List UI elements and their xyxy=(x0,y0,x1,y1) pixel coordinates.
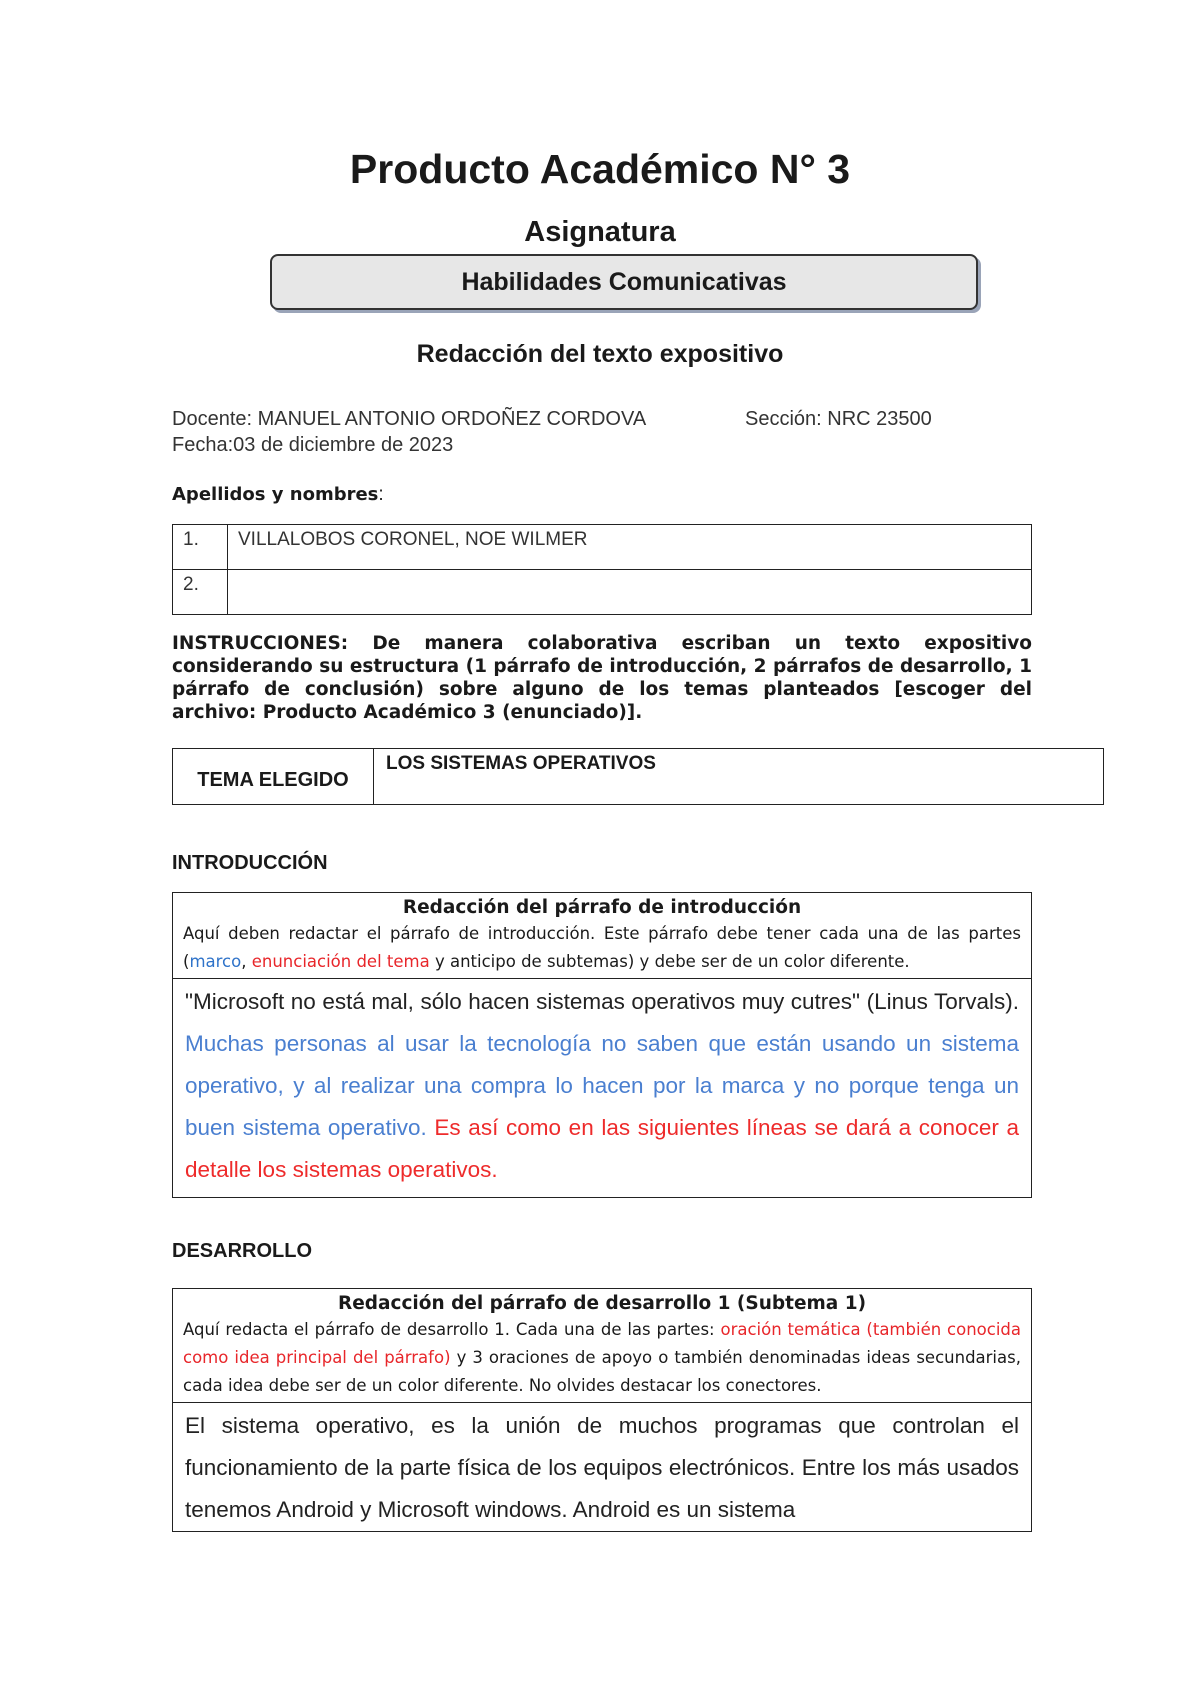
student-name[interactable]: VILLALOBOS CORONEL, NOE WILMER xyxy=(228,525,1032,570)
development-block-description xyxy=(183,1316,1021,1400)
intro-desc-marco: marco xyxy=(189,952,242,971)
intro-frame: Muchas personas al usar la tecnología no saben que están usando un sistema operativo, y al realizar una compra lo hacen por la marca y no porque tenga un buen sistema operativo. xyxy=(185,1031,1019,1140)
intro-block-description xyxy=(183,920,1021,976)
page-title: Producto Académico N° 3 xyxy=(349,146,851,192)
intro-section-title: INTRODUCCIÓN xyxy=(172,852,328,874)
table-row xyxy=(173,570,1032,615)
table-row xyxy=(173,525,1032,570)
intro-block-heading: Redacción del párrafo de introducción xyxy=(402,897,802,918)
intro-quote: "Microsoft no está mal, sólo hacen sistemas operativos muy cutres" (Linus Torvals). xyxy=(185,989,1019,1014)
students-label-text: Apellidos y nombres xyxy=(172,484,379,505)
intro-paragraph[interactable] xyxy=(173,979,1031,1197)
intro-block-header xyxy=(173,893,1031,979)
student-number: 1. xyxy=(173,525,228,570)
students-label-colon: : xyxy=(378,484,384,505)
subject-name: Habilidades Comunicativas xyxy=(461,267,787,296)
intro-desc-enunciation: enunciación del tema xyxy=(251,952,430,971)
topic-table xyxy=(172,748,1104,805)
students-table xyxy=(172,524,1032,615)
student-number: 2. xyxy=(173,570,228,615)
dev-desc-part: Aquí redacta el párrafo de desarrollo 1. Cada una de las partes: xyxy=(183,1320,721,1339)
subject-name-box xyxy=(270,254,978,310)
development-block-header xyxy=(173,1289,1031,1403)
table-row xyxy=(173,749,1104,805)
dev-desc-part: y 3 oraciones de apoyo o también denominadas ideas secundarias, cada idea debe ser de un color diferente. No olvides destacar los conectores. xyxy=(183,1348,1021,1395)
topic-label: TEMA ELEGIDO xyxy=(173,749,374,805)
instructions-paragraph xyxy=(172,632,1032,724)
topic-value[interactable]: LOS SISTEMAS OPERATIVOS xyxy=(374,749,1104,805)
intro-topic-statement: Es así como en las siguientes líneas se dará a conocer a detalle los sistemas operativos. xyxy=(185,1115,1020,1182)
development-block xyxy=(172,1288,1032,1532)
section-line: Sección: NRC 23500 xyxy=(745,408,932,430)
teacher-line: Docente: MANUEL ANTONIO ORDOÑEZ CORDOVA xyxy=(172,408,647,430)
intro-desc-part: Aquí deben redactar el párrafo de introducción. Este párrafo debe tener cada una de las partes ( xyxy=(183,924,1021,971)
intro-desc-comma: , xyxy=(241,952,252,971)
development-block-heading: Redacción del párrafo de desarrollo 1 (Subtema 1) xyxy=(337,1293,867,1314)
students-label xyxy=(172,484,384,506)
intro-desc-part: y anticipo de subtemas) y debe ser de un color diferente. xyxy=(429,952,910,971)
development-paragraph[interactable]: El sistema operativo, es la unión de muchos programas que controlan el funcionamiento de la parte física de los equipos electrónicos. Entre los más usados tenemos Android y Microsoft windows. Android es un sistema xyxy=(185,1413,1019,1522)
instructions-text: De manera colaborativa escriban un texto expositivo considerando su estructura (1 párrafo de introducción, 2 párrafos de desarrollo, 1 párrafo de conclusión) sobre alguno de los temas planteados [escoger del archivo: Producto Académico 3 (enunciado)]. xyxy=(172,633,1032,723)
dev-desc-main-idea: oración temática (también conocida como idea principal del párrafo) xyxy=(183,1320,1021,1367)
document-subtitle: Redacción del texto expositivo xyxy=(416,340,784,368)
date-line: Fecha:03 de diciembre de 2023 xyxy=(172,434,454,456)
development-section-title: DESARROLLO xyxy=(172,1240,312,1262)
student-name[interactable] xyxy=(228,570,1032,615)
instructions-label: INSTRUCCIONES: xyxy=(172,633,349,654)
intro-block xyxy=(172,892,1032,1198)
subject-label: Asignatura xyxy=(524,216,676,248)
